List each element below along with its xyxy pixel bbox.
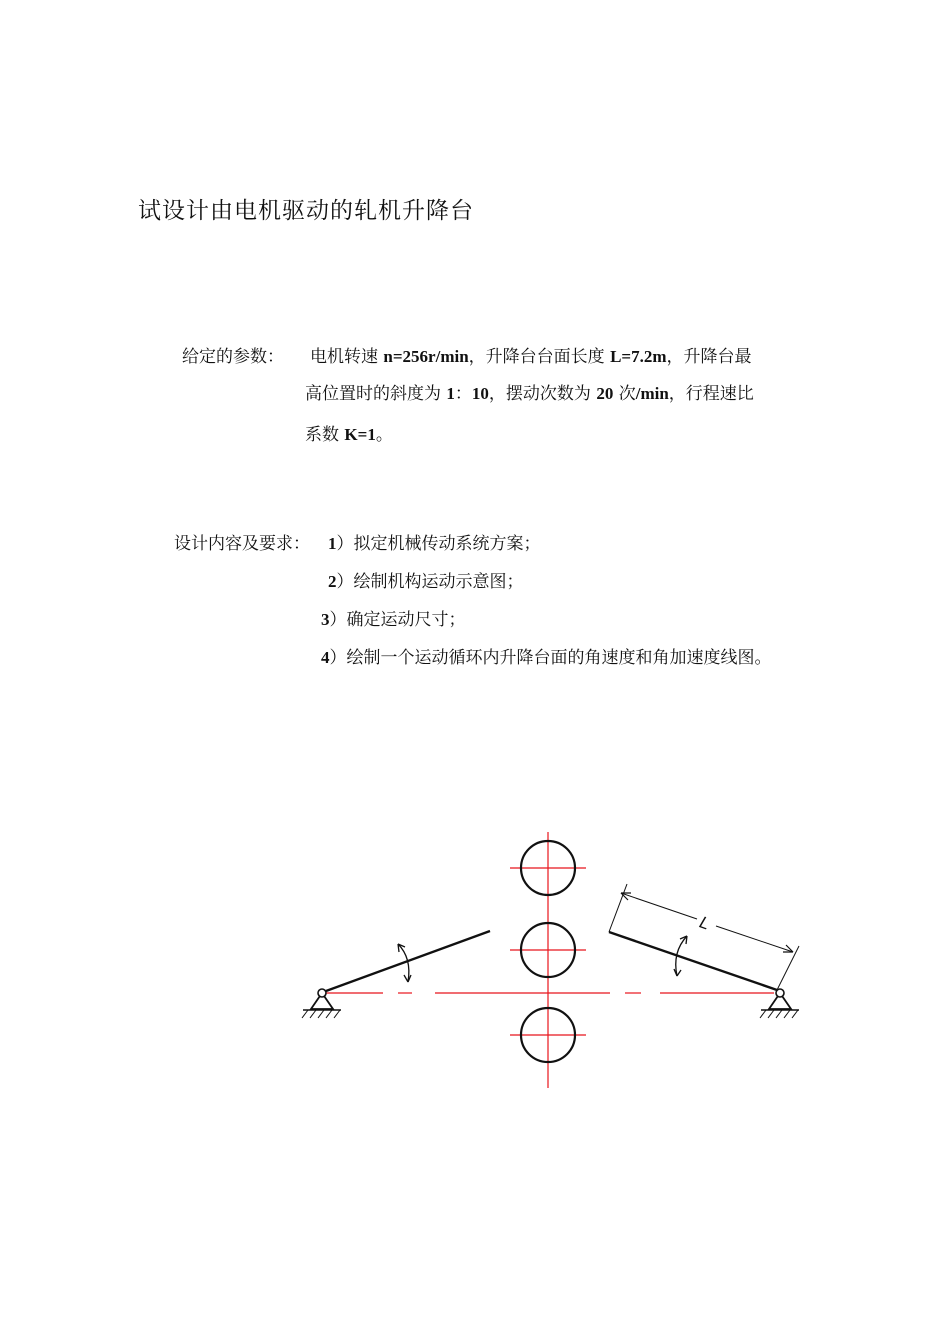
left-rotation-arrowhead-bottom-icon: [404, 975, 411, 982]
page-title: 试设计由电机驱动的轧机升降台: [138, 198, 474, 224]
requirement-text: ）拟定机械传动系统方案；: [336, 534, 541, 554]
params-text: ，行程速比: [668, 384, 754, 404]
params-text: ，升降台台面长度: [468, 347, 611, 367]
dimension-arrow-right-icon: [783, 945, 793, 952]
params-text: 。: [375, 425, 393, 445]
requirement-text: ）确定运动尺寸；: [329, 610, 466, 630]
swing-count-value: 20: [596, 384, 614, 403]
requirement-number: 1: [328, 534, 337, 553]
motor-speed-value: n=256r/min: [383, 347, 469, 366]
right-lifting-table: [609, 884, 799, 1018]
params-text: ，升降台最: [666, 347, 752, 367]
params-text: 电机转速: [310, 347, 384, 367]
requirement-text: ）绘制一个运动循环内升降台面的角速度和角加速度线图。: [329, 648, 772, 668]
right-pivot-hinge: [776, 989, 784, 997]
params-label: 给定的参数：: [182, 347, 284, 367]
requirement-number: 4: [321, 648, 330, 667]
dimension-line-left: [621, 893, 697, 919]
right-ground-hatch: [760, 1010, 798, 1018]
requirement-number: 2: [328, 572, 337, 591]
right-table-plate: [609, 932, 777, 990]
requirement-number: 3: [321, 610, 330, 629]
center-lines: [326, 832, 774, 1088]
params-text: ：: [454, 384, 472, 404]
right-rotation-arrowhead-bottom-icon: [674, 969, 681, 976]
params-text: ，摆动次数为: [488, 384, 597, 404]
dimension-label: L: [697, 912, 713, 934]
params-text: 高位置时的斜度为: [305, 384, 447, 404]
params-text: 系数: [305, 425, 345, 445]
requirements-label: 设计内容及要求：: [174, 534, 310, 554]
dimension-extension-left: [609, 884, 627, 932]
left-pivot-hinge: [318, 989, 326, 997]
requirement-text: ）绘制机构运动示意图；: [336, 572, 524, 592]
slope-value-b: 10: [471, 384, 489, 403]
table-length-value: L=7.2m: [610, 347, 667, 366]
dimension-line-right: [716, 926, 793, 952]
speed-ratio-value: K=1: [344, 425, 376, 444]
slope-value-a: 1: [446, 384, 455, 403]
left-ground-hatch: [302, 1010, 340, 1018]
params-text: 次: [613, 384, 636, 404]
left-lifting-table: [302, 931, 490, 1018]
swing-unit: /min: [635, 384, 669, 403]
